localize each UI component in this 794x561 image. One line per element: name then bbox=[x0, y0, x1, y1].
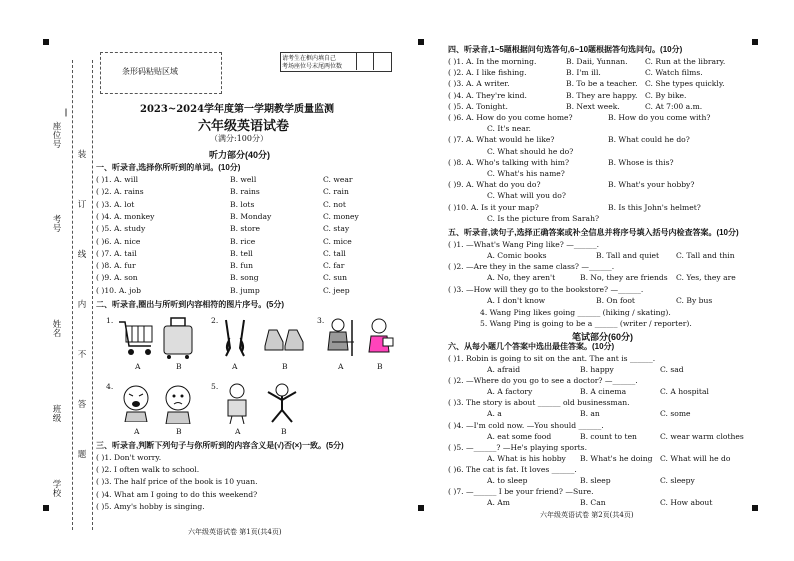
exam-number-label: 考号 bbox=[52, 214, 62, 233]
section-6-option-c[interactable]: C. some bbox=[660, 409, 691, 419]
registration-mark bbox=[43, 505, 49, 511]
boy-exercising-icon bbox=[262, 382, 302, 424]
section-6-option-c[interactable]: C. sad bbox=[660, 365, 684, 374]
picture-1-option-a[interactable]: A bbox=[135, 362, 141, 371]
section-6-option-b[interactable]: B. What's he doing bbox=[580, 453, 653, 463]
section-1-option-b[interactable]: B. jump bbox=[230, 285, 260, 295]
notice-line-1: 请考生在框内填自己 bbox=[282, 56, 337, 62]
section-2-title: 二、听录音,圈出与所听到内容相符的图片序号。(5分) bbox=[96, 300, 284, 309]
picture-3-option-a[interactable]: A bbox=[338, 362, 344, 371]
section-5-q3-option-b[interactable]: B. On foot bbox=[596, 296, 635, 305]
section-4-option-a[interactable]: C. What's his name? bbox=[487, 169, 565, 178]
section-4-option-a[interactable]: ( )9. A. What do you do? bbox=[448, 180, 541, 190]
section-1-option-a[interactable]: ( )10. A. job bbox=[96, 285, 141, 295]
section-4-option-a[interactable]: ( )3. A. A writer. bbox=[448, 79, 510, 89]
binding-mark-6: 答 bbox=[77, 399, 87, 409]
section-4-option-b[interactable]: B. Whose is this? bbox=[608, 157, 674, 167]
picture-number-2: 2. bbox=[211, 316, 219, 325]
section-6-question: ( )1. Robin is going to sit on the ant. The ant is ______. bbox=[448, 354, 656, 363]
section-3-title: 三、听录音,判断下列句子与你所听到的内容含义是(√)否(×)一致。(5分) bbox=[96, 441, 344, 450]
section-4-option-b[interactable]: B. What could he do? bbox=[608, 135, 690, 145]
section-4-option-a[interactable]: C. What will you do? bbox=[487, 191, 566, 201]
section-6-option-c[interactable]: C. wear warm clothes bbox=[660, 431, 744, 441]
school-label: 学校 bbox=[52, 479, 62, 498]
section-4-option-a[interactable]: ( )5. A. Tonight. bbox=[448, 101, 508, 111]
section-4-option-c[interactable]: C. She types quickly. bbox=[645, 79, 725, 89]
section-4-title: 四、听录音,1~5题根据问句选答句,6~10题根据答句选问句。(10分) bbox=[448, 45, 683, 54]
binding-mark-2: 订 bbox=[77, 199, 87, 209]
section-4-option-b[interactable]: B. What's your hobby? bbox=[608, 180, 695, 190]
seat-number-label: 座位号 bbox=[52, 121, 62, 149]
section-1-option-c[interactable]: C. rain bbox=[323, 187, 349, 197]
section-5-question-3: ( )3. —How will they go to the bookstore? —______. bbox=[448, 285, 644, 294]
section-1-option-a[interactable]: ( )2. A. rains bbox=[96, 187, 144, 197]
section-1-option-a[interactable]: ( )3. A. lot bbox=[96, 199, 135, 209]
section-1-option-a[interactable]: ( )6. A. nice bbox=[96, 236, 141, 246]
section-1-option-a[interactable]: ( )8. A. fur bbox=[96, 261, 136, 271]
crying-boy-icon bbox=[117, 382, 155, 422]
section-6-option-c[interactable]: C. A hospital bbox=[660, 387, 709, 397]
girl-playing-erhu-icon bbox=[322, 316, 358, 360]
section-4-option-a[interactable]: ( )6. A. How do you come home? bbox=[448, 113, 573, 122]
section-1-option-b[interactable]: B. fun bbox=[230, 261, 254, 271]
section-6-option-a[interactable]: A. a bbox=[487, 409, 502, 419]
section-1-option-b[interactable]: B. Monday bbox=[230, 211, 272, 221]
section-6-question: ( )3. The story is about ______ old businessman. bbox=[448, 398, 630, 408]
section-6-option-a[interactable]: A. eat some food bbox=[487, 431, 552, 441]
section-1-option-a[interactable]: ( )9. A. son bbox=[96, 273, 138, 283]
section-5-q2-option-b[interactable]: B. No, they are friends bbox=[580, 273, 668, 282]
section-1-option-b[interactable]: B. tell bbox=[230, 248, 253, 258]
section-1-option-b[interactable]: B. well bbox=[230, 175, 257, 184]
section-6-option-b[interactable]: B. sleep bbox=[580, 476, 611, 485]
section-4-option-b[interactable]: B. How do you come with? bbox=[608, 113, 711, 122]
section-4-option-b[interactable]: B. Is this John's helmet? bbox=[608, 202, 701, 212]
registration-mark bbox=[43, 39, 49, 45]
section-6-option-b[interactable]: B. happy bbox=[580, 365, 614, 374]
section-4-option-a[interactable]: ( )1. A. In the morning. bbox=[448, 57, 537, 66]
section-5-question-4: 4. Wang Ping likes going ______ (hiking / skating). bbox=[480, 308, 671, 317]
child-with-book-icon bbox=[365, 316, 395, 360]
picture-number-3: 3. bbox=[317, 316, 325, 325]
section-1-option-b[interactable]: B. store bbox=[230, 224, 261, 234]
name-label: 姓名 bbox=[52, 319, 62, 338]
section-3-statement: ( )5. Amy's hobby is singing. bbox=[96, 501, 205, 511]
section-4-option-b[interactable]: B. I'm ill. bbox=[566, 68, 601, 78]
registration-mark bbox=[418, 39, 424, 45]
section-4-option-a[interactable]: ( )7. A. What would he like? bbox=[448, 135, 555, 145]
section-6-option-a[interactable]: A. afraid bbox=[487, 365, 521, 374]
section-4-option-a[interactable]: ( )2. A. I like fishing. bbox=[448, 68, 527, 78]
section-4-option-b[interactable]: B. Next week. bbox=[566, 101, 620, 111]
section-5-question-5: 5. Wang Ping is going to be a ______ (writer / reporter). bbox=[480, 319, 692, 328]
section-6-question: ( )7. —______ I be your friend? —Sure. bbox=[448, 487, 594, 497]
picture-1-option-b[interactable]: B bbox=[176, 362, 182, 371]
section-6-option-a[interactable]: A. to sleep bbox=[487, 476, 528, 485]
section-4-option-b[interactable]: B. To be a teacher. bbox=[566, 79, 638, 89]
section-6-option-b[interactable]: B. A cinema bbox=[580, 387, 627, 397]
section-6-option-a[interactable]: A. A factory bbox=[487, 387, 533, 397]
picture-number-5: 5. bbox=[211, 382, 219, 391]
binding-mark-4: 内 bbox=[77, 299, 87, 309]
binding-mark-1: 装 bbox=[77, 149, 87, 159]
listening-part-label: 听力部分(40分) bbox=[209, 150, 271, 160]
picture-4-option-a[interactable]: A bbox=[134, 427, 140, 436]
section-3-statement: ( )1. Don't worry. bbox=[96, 453, 162, 462]
section-1-option-c[interactable]: C. money bbox=[323, 211, 359, 221]
section-1-option-a[interactable]: ( )5. A. study bbox=[96, 224, 146, 234]
section-1-option-c[interactable]: C. not bbox=[323, 199, 346, 209]
section-6-question: ( )6. The cat is fat. It loves ______. bbox=[448, 465, 577, 474]
section-1-option-b[interactable]: B. lots bbox=[230, 199, 255, 209]
section-4-option-a[interactable]: ( )4. A. They're kind. bbox=[448, 90, 527, 100]
section-5-q1-option-a[interactable]: A. Comic books bbox=[487, 251, 547, 260]
section-1-title: 一、听录音,选择你所听到的单词。(10分) bbox=[96, 163, 241, 172]
binding-mark-3: 线 bbox=[77, 249, 87, 259]
section-1-option-c[interactable]: C. sun bbox=[323, 273, 348, 283]
section-1-option-c[interactable]: C. jeep bbox=[323, 285, 350, 295]
suitcase-icon bbox=[160, 316, 196, 360]
section-5-title: 五、听录音,读句子,选择正确答案或补全信息并将序号填入括号内检查答案。(10分) bbox=[448, 228, 739, 237]
binding-line bbox=[92, 60, 93, 530]
picture-4-option-b[interactable]: B bbox=[176, 427, 182, 436]
section-3-statement: ( )4. What am I going to do this weekend? bbox=[96, 489, 258, 499]
section-6-option-c[interactable]: C. sleepy bbox=[660, 476, 695, 485]
section-6-option-c[interactable]: C. How about bbox=[660, 498, 713, 508]
exam-subtitle: 六年级英语试卷 bbox=[198, 119, 290, 134]
page-2-footer: 六年级英语试卷 第2页(共4页) bbox=[540, 511, 634, 519]
section-5-question-1: ( )1. —What's Wang Ping like? —______. bbox=[448, 240, 600, 249]
section-5-q3-option-c[interactable]: C. By bus bbox=[676, 296, 713, 305]
section-3-statement: ( )3. The half price of the book is 10 yuan. bbox=[96, 477, 258, 487]
section-6-question: ( )5. —______? —He's playing sports. bbox=[448, 442, 587, 452]
section-1-option-c[interactable]: C. wear bbox=[323, 175, 353, 184]
section-1-option-b[interactable]: B. song bbox=[230, 273, 259, 283]
binding-mark-5: 不 bbox=[77, 349, 87, 359]
section-3-statement: ( )2. I often walk to school. bbox=[96, 465, 200, 475]
section-1-option-b[interactable]: B. rains bbox=[230, 187, 260, 197]
section-1-option-c[interactable]: C. mice bbox=[323, 236, 352, 246]
full-score: （满分:100分） bbox=[210, 134, 268, 143]
section-1-option-b[interactable]: B. rice bbox=[230, 236, 256, 246]
barcode-label: 条形码粘贴区域 bbox=[122, 67, 178, 76]
section-5-q2-option-c[interactable]: C. Yes, they are bbox=[676, 273, 736, 282]
section-4-option-c[interactable]: C. At 7:00 a.m. bbox=[645, 101, 703, 111]
section-1-option-c[interactable]: C. stay bbox=[323, 224, 350, 234]
section-5-q1-option-c[interactable]: C. Tall and thin bbox=[676, 251, 735, 260]
picture-2-option-a[interactable]: A bbox=[232, 362, 238, 371]
sneakers-icon bbox=[263, 320, 305, 358]
binding-mark-7: 题 bbox=[77, 449, 87, 459]
picture-3-option-b[interactable]: B bbox=[377, 362, 383, 371]
section-1-option-a[interactable]: ( )4. A. monkey bbox=[96, 211, 155, 221]
section-6-question: ( )2. —Where do you go to see a doctor? —______. bbox=[448, 376, 638, 386]
seat-number-line bbox=[66, 109, 67, 117]
seat-digit-box[interactable] bbox=[356, 52, 374, 70]
binding-line bbox=[72, 60, 73, 530]
section-5-q2-option-a[interactable]: A. No, they aren't bbox=[487, 273, 556, 282]
section-4-option-a[interactable]: ( )10. A. Is it your map? bbox=[448, 202, 539, 212]
section-4-option-b[interactable]: B. Daii, Yunnan. bbox=[566, 57, 628, 66]
picture-5-option-b[interactable]: B bbox=[281, 427, 287, 436]
section-4-option-a[interactable]: ( )8. A. Who's talking with him? bbox=[448, 157, 570, 167]
section-6-option-a[interactable]: A. Am bbox=[487, 498, 510, 508]
page-1-footer: 六年级英语试卷 第1页(共4页) bbox=[188, 528, 282, 536]
section-4-option-c[interactable]: C. By bike. bbox=[645, 90, 687, 100]
registration-mark bbox=[752, 39, 758, 45]
written-part-label: 笔试部分(60分) bbox=[572, 332, 634, 342]
picture-5-option-a[interactable]: A bbox=[235, 427, 241, 436]
worried-boy-icon bbox=[160, 382, 196, 424]
picture-number-1: 1. bbox=[106, 316, 114, 325]
section-4-option-a[interactable]: C. Is the picture from Sarah? bbox=[487, 213, 600, 223]
picture-2-option-b[interactable]: B bbox=[282, 362, 288, 371]
section-6-question: ( )4. —I'm cold now. —You should ______. bbox=[448, 420, 604, 430]
section-6-option-c[interactable]: C. What will he do bbox=[660, 453, 731, 463]
section-5-question-2: ( )2. —Are they in the same class? —______. bbox=[448, 262, 615, 271]
section-6-title: 六、从每小题几个答案中选出最佳答案。(10分) bbox=[448, 342, 615, 351]
boy-holding-stomach-icon bbox=[222, 382, 252, 424]
section-1-option-a[interactable]: ( )7. A. tail bbox=[96, 248, 137, 258]
section-1-option-a[interactable]: ( )1. A. will bbox=[96, 175, 139, 184]
exam-title: 2023~2024学年度第一学期教学质量监测 bbox=[140, 104, 335, 115]
section-4-option-a[interactable]: C. It's near. bbox=[487, 124, 531, 134]
section-5-q3-option-a[interactable]: A. I don't know bbox=[487, 296, 546, 305]
ice-skates-icon bbox=[222, 318, 250, 360]
shopping-cart-icon bbox=[117, 318, 157, 360]
section-6-option-b[interactable]: B. Can bbox=[580, 498, 606, 508]
section-1-option-c[interactable]: C. far bbox=[323, 261, 345, 271]
registration-mark bbox=[418, 505, 424, 511]
section-6-option-a[interactable]: A. What is his hobby bbox=[487, 453, 566, 463]
section-4-option-c[interactable]: C. Run at the library. bbox=[645, 57, 726, 66]
section-6-option-b[interactable]: B. an bbox=[580, 409, 600, 419]
section-6-option-b[interactable]: B. count to ten bbox=[580, 431, 637, 441]
seat-digit-box[interactable] bbox=[373, 52, 391, 70]
notice-line-2: 考场座位号末尾两位数 bbox=[282, 64, 343, 70]
section-4-option-b[interactable]: B. They are happy. bbox=[566, 90, 638, 100]
section-5-q1-option-b[interactable]: B. Tall and quiet bbox=[596, 251, 660, 260]
picture-number-4: 4. bbox=[106, 382, 114, 391]
registration-mark bbox=[752, 505, 758, 511]
class-label: 班级 bbox=[52, 404, 62, 423]
section-4-option-c[interactable]: C. Watch films. bbox=[645, 68, 703, 78]
section-1-option-c[interactable]: C. tall bbox=[323, 248, 346, 258]
section-4-option-a[interactable]: C. What should he do? bbox=[487, 146, 574, 156]
